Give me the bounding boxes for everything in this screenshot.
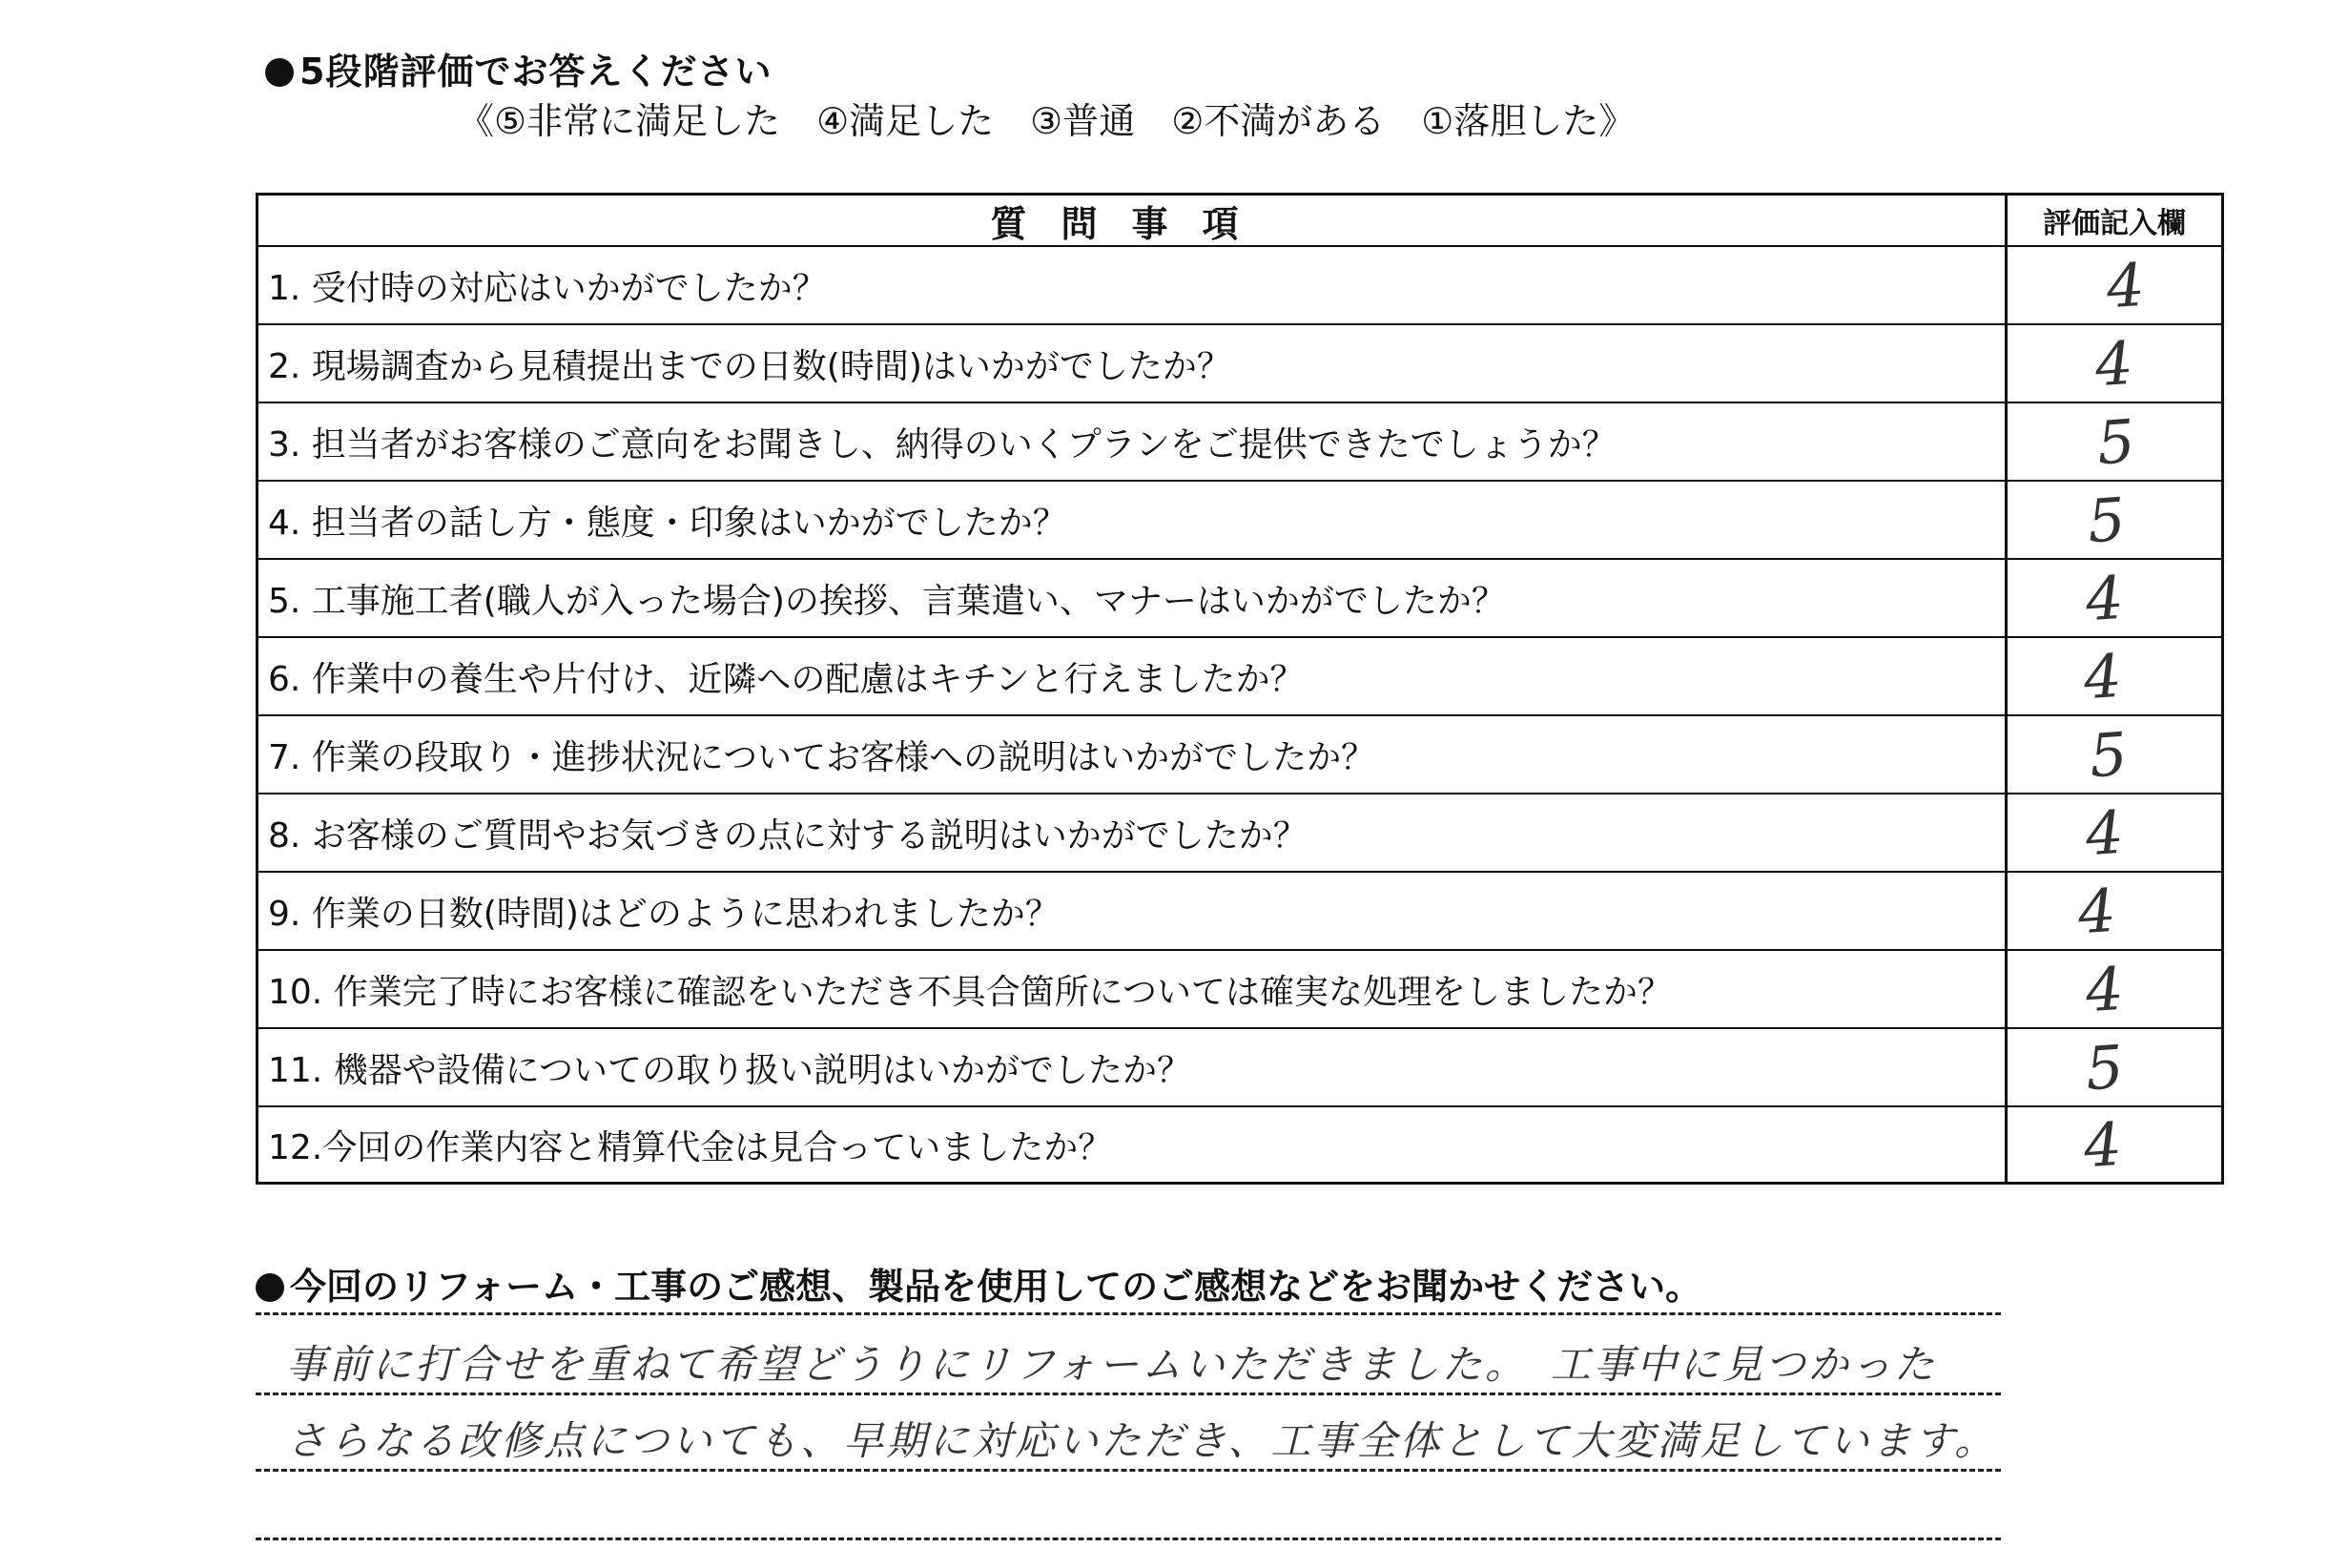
rating-cell[interactable] <box>2008 482 2221 558</box>
rating-cell[interactable] <box>2008 403 2221 480</box>
question-text: 9. 作業の日数(時間)はどのように思われましたか？ <box>258 873 2008 949</box>
rating-scale-legend: 《⑤非常に満足した ④満足した ③普通 ②不満がある ①落胆した》 <box>458 100 1636 142</box>
header-question: 質問事項 <box>258 196 2008 245</box>
rating-value: 4 <box>2081 640 2125 712</box>
comment-line-4[interactable] <box>256 1537 2001 1540</box>
table-row <box>258 245 2221 323</box>
table-row <box>258 1027 2221 1105</box>
question-text: 2. 現場調査から見積提出までの日数(時間)はいかがでしたか？ <box>258 325 2008 402</box>
table-row <box>258 558 2221 636</box>
rating-value: 4 <box>2104 249 2148 321</box>
bullet-icon <box>265 58 294 87</box>
comments-heading-text: 今回のリフォーム・工事のご感想、製品を使用してのご感想などをお聞かせください。 <box>290 1266 1702 1308</box>
rating-value: 4 <box>2081 1108 2125 1181</box>
table-row <box>258 949 2221 1027</box>
table-row <box>258 323 2221 402</box>
rating-cell[interactable] <box>2008 560 2221 636</box>
survey-table <box>256 193 2224 1185</box>
question-text: 5. 工事施工者(職人が入った場合)の挨拶、言葉遣い、マナーはいかがでしたか？ <box>258 560 2008 636</box>
question-text: 12.今回の作業内容と精算代金は見合っていましたか？ <box>258 1107 2008 1182</box>
rating-cell[interactable] <box>2008 794 2221 871</box>
rating-value: 4 <box>2092 327 2136 400</box>
rating-cell[interactable] <box>2008 873 2221 949</box>
table-row <box>258 402 2221 480</box>
question-text: 6. 作業中の養生や片付け、近隣への配慮はキチンと行えましたか？ <box>258 638 2008 714</box>
rating-value: 5 <box>2083 1031 2127 1104</box>
question-text: 3. 担当者がお客様のご意向をお聞きし、納得のいくプランをご提供できたでしょうか？ <box>258 403 2008 480</box>
question-text: 4. 担当者の話し方・態度・印象はいかがでしたか？ <box>258 482 2008 558</box>
table-header-row <box>258 196 2221 245</box>
comment-line-1[interactable] <box>256 1312 2001 1315</box>
comment-line-3[interactable] <box>256 1469 2001 1472</box>
rating-value: 5 <box>2094 405 2138 478</box>
rating-value: 4 <box>2075 875 2119 947</box>
rating-cell[interactable] <box>2008 325 2221 402</box>
rating-cell[interactable] <box>2008 951 2221 1027</box>
handwritten-comment-1: 事前に打合せを重ねて希望どうりにリフォームいただきました。 工事中に見つかった <box>286 1341 1937 1388</box>
rating-cell[interactable] <box>2008 1029 2221 1105</box>
rating-cell[interactable] <box>2008 638 2221 714</box>
question-text: 8. お客様のご質問やお気づきの点に対する説明はいかがでしたか？ <box>258 794 2008 871</box>
comments-heading <box>256 1257 1701 1310</box>
rating-value: 4 <box>2083 796 2127 869</box>
question-text: 7. 作業の段取り・進捗状況についてお客様への説明はいかがでしたか？ <box>258 716 2008 793</box>
table-row <box>258 793 2221 871</box>
rating-value: 5 <box>2085 484 2129 556</box>
table-row <box>258 480 2221 558</box>
bullet-icon <box>256 1273 284 1302</box>
rating-instruction-heading <box>265 42 772 94</box>
handwritten-comment-2: さらなる改修点についても、早期に対応いただき、工事全体として大変満足しています。 <box>286 1417 1998 1464</box>
comment-line-2[interactable] <box>256 1393 2001 1395</box>
table-row <box>258 714 2221 793</box>
table-row <box>258 871 2221 949</box>
table-row <box>258 636 2221 714</box>
rating-cell[interactable] <box>2008 716 2221 793</box>
rating-cell[interactable] <box>2008 247 2221 323</box>
question-text: 1. 受付時の対応はいかがでしたか？ <box>258 247 2008 323</box>
rating-value: 4 <box>2083 953 2127 1025</box>
rating-value: 4 <box>2083 562 2127 634</box>
rating-instruction-text: 5段階評価でお答えください <box>299 51 773 93</box>
header-rating: 評価記入欄 <box>2043 207 2186 240</box>
question-text: 10. 作業完了時にお客様に確認をいただき不具合箇所については確実な処理をしましたか？ <box>258 951 2008 1027</box>
question-text: 11. 機器や設備についての取り扱い説明はいかがでしたか？ <box>258 1029 2008 1105</box>
table-row <box>258 1105 2221 1182</box>
rating-value: 5 <box>2087 718 2131 791</box>
rating-cell[interactable] <box>2008 1107 2221 1182</box>
